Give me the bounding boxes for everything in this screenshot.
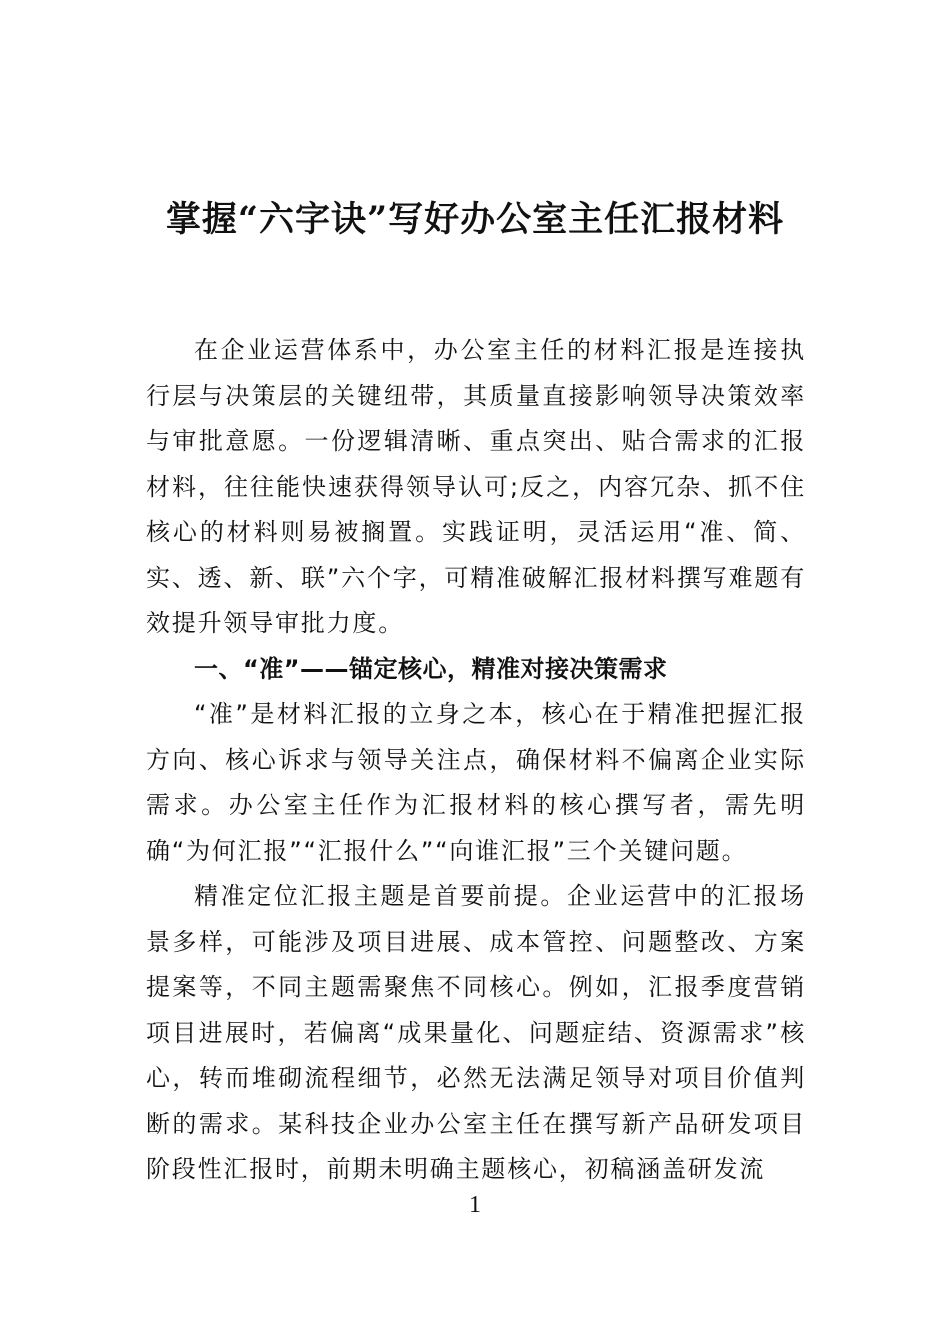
document-body (146, 328, 806, 1193)
document-title: 掌握“六字诀”写好办公室主任汇报材料 (165, 199, 785, 240)
paragraph-zhun-definition: “准”是材料汇报的立身之本，核心在于精准把握汇报方向、核心诉求与领导关注点，确保材料不偏离企业实际需求。办公室主任作为汇报材料的核心撰写者，需先明确“为何汇报”“汇报什么”“向谁汇报”三个关键问题。 (146, 700, 806, 865)
page-number: 1 (469, 1192, 481, 1218)
paragraph-topic-positioning: 精准定位汇报主题是首要前提。企业运营中的汇报场景多样，可能涉及项目进展、成本管控、问题整改、方案提案等，不同主题需聚焦不同核心。例如，汇报季度营销项目进展时，若偏离“成果量化、问题症结、资源需求”核心，转而堆砌流程细节，必然无法满足领导对项目价值判断的需求。某科技企业办公室主任在撰写新产品研发项目阶段性汇报时，前期未明确主题核心，初稿涵盖研发流 (146, 882, 806, 1183)
paragraph-intro: 在企业运营体系中，办公室主任的材料汇报是连接执行层与决策层的关键纽带，其质量直接影响领导决策效率与审批意愿。一份逻辑清晰、重点突出、贴合需求的汇报材料，往往能快速获得领导认可;反之，内容冗杂、抓不住核心的材料则易被搁置。实践证明，灵活运用“准、简、实、透、新、联”六个字，可精准破解汇报材料撰写难题有效提升领导审批力度。 (146, 336, 806, 637)
section-heading-1: 一、“准”——锚定核心，精准对接决策需求 (194, 654, 668, 683)
